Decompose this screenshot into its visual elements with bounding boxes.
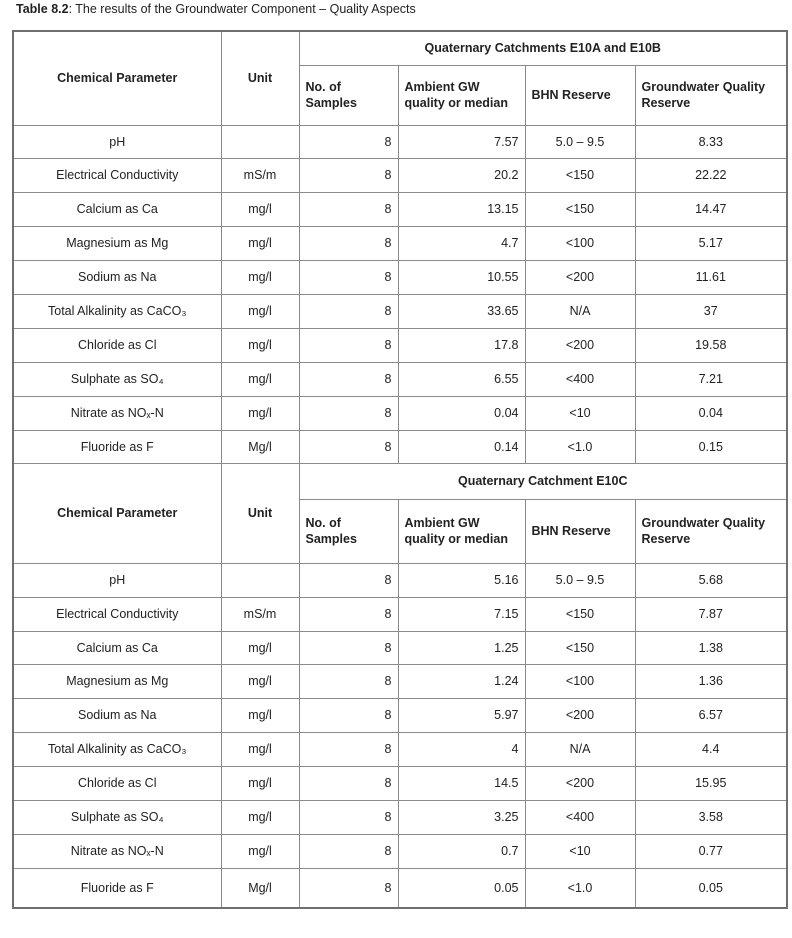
cell-samples: 8 [299, 868, 398, 908]
cell-unit: Mg/l [221, 868, 299, 908]
cell-unit [221, 125, 299, 158]
cell-bhn-reserve: <200 [525, 328, 635, 362]
cell-parameter: Calcium as Ca [13, 192, 221, 226]
cell-gw-quality-reserve: 19.58 [635, 328, 787, 362]
cell-ambient: 6.55 [398, 362, 525, 396]
cell-samples: 8 [299, 766, 398, 800]
table-row [13, 664, 787, 698]
cell-bhn-reserve: <400 [525, 800, 635, 834]
cell-parameter: Total Alkalinity as CaCO₃ [13, 294, 221, 328]
results-table [12, 30, 788, 909]
cell-gw-quality-reserve: 7.87 [635, 597, 787, 631]
table-row [13, 631, 787, 664]
header-groundwater-quality-reserve: Groundwater Quality Reserve [635, 65, 787, 125]
cell-gw-quality-reserve: 0.05 [635, 868, 787, 908]
cell-bhn-reserve: N/A [525, 294, 635, 328]
cell-ambient: 4 [398, 732, 525, 766]
cell-unit: mg/l [221, 260, 299, 294]
cell-gw-quality-reserve: 22.22 [635, 158, 787, 192]
header-unit: Unit [221, 31, 299, 125]
cell-samples: 8 [299, 260, 398, 294]
cell-parameter: Electrical Conductivity [13, 597, 221, 631]
cell-bhn-reserve: <150 [525, 192, 635, 226]
section-title: Quaternary Catchments E10A and E10B [299, 31, 787, 65]
cell-parameter: Sulphate as SO₄ [13, 800, 221, 834]
cell-parameter: Chloride as Cl [13, 328, 221, 362]
cell-bhn-reserve: <1.0 [525, 430, 635, 463]
cell-unit: mg/l [221, 800, 299, 834]
table-row [13, 430, 787, 463]
results-table-body [13, 31, 787, 908]
cell-gw-quality-reserve: 3.58 [635, 800, 787, 834]
cell-samples: 8 [299, 800, 398, 834]
table-row [13, 226, 787, 260]
header-chemical-parameter: Chemical Parameter [13, 31, 221, 125]
cell-parameter: pH [13, 563, 221, 597]
header-ambient-gw-quality: Ambient GW quality or median [398, 65, 525, 125]
cell-bhn-reserve: <200 [525, 260, 635, 294]
cell-gw-quality-reserve: 15.95 [635, 766, 787, 800]
cell-parameter: Sulphate as SO₄ [13, 362, 221, 396]
cell-ambient: 0.05 [398, 868, 525, 908]
table-row [13, 192, 787, 226]
cell-ambient: 3.25 [398, 800, 525, 834]
cell-parameter: Calcium as Ca [13, 631, 221, 664]
cell-bhn-reserve: N/A [525, 732, 635, 766]
cell-parameter: pH [13, 125, 221, 158]
header-no-of-samples: No. of Samples [299, 65, 398, 125]
header-ambient-gw-quality: Ambient GW quality or median [398, 499, 525, 563]
header-bhn-reserve: BHN Reserve [525, 65, 635, 125]
table-caption-text: : The results of the Groundwater Component – Quality Aspects [68, 2, 416, 16]
header-no-of-samples: No. of Samples [299, 499, 398, 563]
table-row [13, 834, 787, 868]
cell-ambient: 1.24 [398, 664, 525, 698]
cell-gw-quality-reserve: 5.68 [635, 563, 787, 597]
header-bhn-reserve: BHN Reserve [525, 499, 635, 563]
cell-bhn-reserve: <10 [525, 396, 635, 430]
cell-ambient: 4.7 [398, 226, 525, 260]
cell-samples: 8 [299, 125, 398, 158]
cell-samples: 8 [299, 362, 398, 396]
cell-bhn-reserve: <400 [525, 362, 635, 396]
cell-ambient: 14.5 [398, 766, 525, 800]
cell-parameter: Chloride as Cl [13, 766, 221, 800]
table-row [13, 800, 787, 834]
section-header-row [13, 463, 787, 499]
cell-unit: mg/l [221, 294, 299, 328]
table-row [13, 260, 787, 294]
cell-parameter: Magnesium as Mg [13, 664, 221, 698]
cell-samples: 8 [299, 328, 398, 362]
cell-ambient: 13.15 [398, 192, 525, 226]
cell-ambient: 5.16 [398, 563, 525, 597]
cell-gw-quality-reserve: 7.21 [635, 362, 787, 396]
cell-samples: 8 [299, 158, 398, 192]
header-chemical-parameter: Chemical Parameter [13, 463, 221, 563]
cell-parameter: Electrical Conductivity [13, 158, 221, 192]
cell-unit: mg/l [221, 698, 299, 732]
cell-samples: 8 [299, 732, 398, 766]
cell-gw-quality-reserve: 6.57 [635, 698, 787, 732]
section-title: Quaternary Catchment E10C [299, 463, 787, 499]
cell-bhn-reserve: <10 [525, 834, 635, 868]
cell-ambient: 5.97 [398, 698, 525, 732]
table-row [13, 158, 787, 192]
cell-gw-quality-reserve: 4.4 [635, 732, 787, 766]
cell-ambient: 0.14 [398, 430, 525, 463]
cell-samples: 8 [299, 226, 398, 260]
table-row [13, 396, 787, 430]
table-row [13, 328, 787, 362]
cell-parameter: Nitrate as NOₓ-N [13, 834, 221, 868]
cell-bhn-reserve: 5.0 – 9.5 [525, 563, 635, 597]
section-header-row [13, 31, 787, 65]
cell-parameter: Sodium as Na [13, 698, 221, 732]
table-row [13, 698, 787, 732]
cell-unit: mg/l [221, 664, 299, 698]
cell-ambient: 17.8 [398, 328, 525, 362]
cell-unit: mg/l [221, 834, 299, 868]
cell-ambient: 20.2 [398, 158, 525, 192]
cell-unit: mg/l [221, 192, 299, 226]
cell-samples: 8 [299, 631, 398, 664]
cell-samples: 8 [299, 834, 398, 868]
cell-unit: Mg/l [221, 430, 299, 463]
cell-ambient: 10.55 [398, 260, 525, 294]
header-groundwater-quality-reserve: Groundwater Quality Reserve [635, 499, 787, 563]
table-row [13, 563, 787, 597]
cell-gw-quality-reserve: 1.38 [635, 631, 787, 664]
cell-gw-quality-reserve: 14.47 [635, 192, 787, 226]
table-row [13, 294, 787, 328]
cell-bhn-reserve: <200 [525, 766, 635, 800]
cell-gw-quality-reserve: 37 [635, 294, 787, 328]
cell-gw-quality-reserve: 0.77 [635, 834, 787, 868]
cell-parameter: Sodium as Na [13, 260, 221, 294]
cell-bhn-reserve: <100 [525, 226, 635, 260]
cell-samples: 8 [299, 698, 398, 732]
table-number: Table 8.2 [16, 2, 69, 16]
table-row [13, 362, 787, 396]
table-row [13, 125, 787, 158]
cell-ambient: 7.57 [398, 125, 525, 158]
table-row [13, 766, 787, 800]
cell-samples: 8 [299, 597, 398, 631]
cell-unit [221, 563, 299, 597]
cell-bhn-reserve: 5.0 – 9.5 [525, 125, 635, 158]
cell-samples: 8 [299, 430, 398, 463]
table-row [13, 868, 787, 908]
cell-unit: mg/l [221, 226, 299, 260]
cell-ambient: 1.25 [398, 631, 525, 664]
header-unit: Unit [221, 463, 299, 563]
results-table-container [12, 30, 786, 916]
cell-gw-quality-reserve: 0.15 [635, 430, 787, 463]
table-row [13, 597, 787, 631]
cell-unit: mg/l [221, 631, 299, 664]
cell-bhn-reserve: <150 [525, 158, 635, 192]
cell-parameter: Fluoride as F [13, 430, 221, 463]
cell-parameter: Total Alkalinity as CaCO₃ [13, 732, 221, 766]
cell-unit: mg/l [221, 328, 299, 362]
cell-samples: 8 [299, 192, 398, 226]
cell-ambient: 0.04 [398, 396, 525, 430]
cell-unit: mg/l [221, 396, 299, 430]
cell-bhn-reserve: <1.0 [525, 868, 635, 908]
cell-bhn-reserve: <150 [525, 631, 635, 664]
cell-bhn-reserve: <100 [525, 664, 635, 698]
cell-unit: mS/m [221, 597, 299, 631]
cell-unit: mg/l [221, 362, 299, 396]
cell-ambient: 0.7 [398, 834, 525, 868]
cell-samples: 8 [299, 396, 398, 430]
cell-unit: mg/l [221, 766, 299, 800]
cell-ambient: 7.15 [398, 597, 525, 631]
cell-ambient: 33.65 [398, 294, 525, 328]
table-caption [16, 2, 416, 16]
cell-unit: mS/m [221, 158, 299, 192]
cell-bhn-reserve: <200 [525, 698, 635, 732]
cell-gw-quality-reserve: 8.33 [635, 125, 787, 158]
cell-parameter: Fluoride as F [13, 868, 221, 908]
cell-samples: 8 [299, 563, 398, 597]
cell-gw-quality-reserve: 0.04 [635, 396, 787, 430]
cell-gw-quality-reserve: 11.61 [635, 260, 787, 294]
cell-parameter: Nitrate as NOₓ-N [13, 396, 221, 430]
table-row [13, 732, 787, 766]
cell-samples: 8 [299, 664, 398, 698]
cell-unit: mg/l [221, 732, 299, 766]
cell-samples: 8 [299, 294, 398, 328]
cell-bhn-reserve: <150 [525, 597, 635, 631]
cell-gw-quality-reserve: 5.17 [635, 226, 787, 260]
cell-parameter: Magnesium as Mg [13, 226, 221, 260]
cell-gw-quality-reserve: 1.36 [635, 664, 787, 698]
